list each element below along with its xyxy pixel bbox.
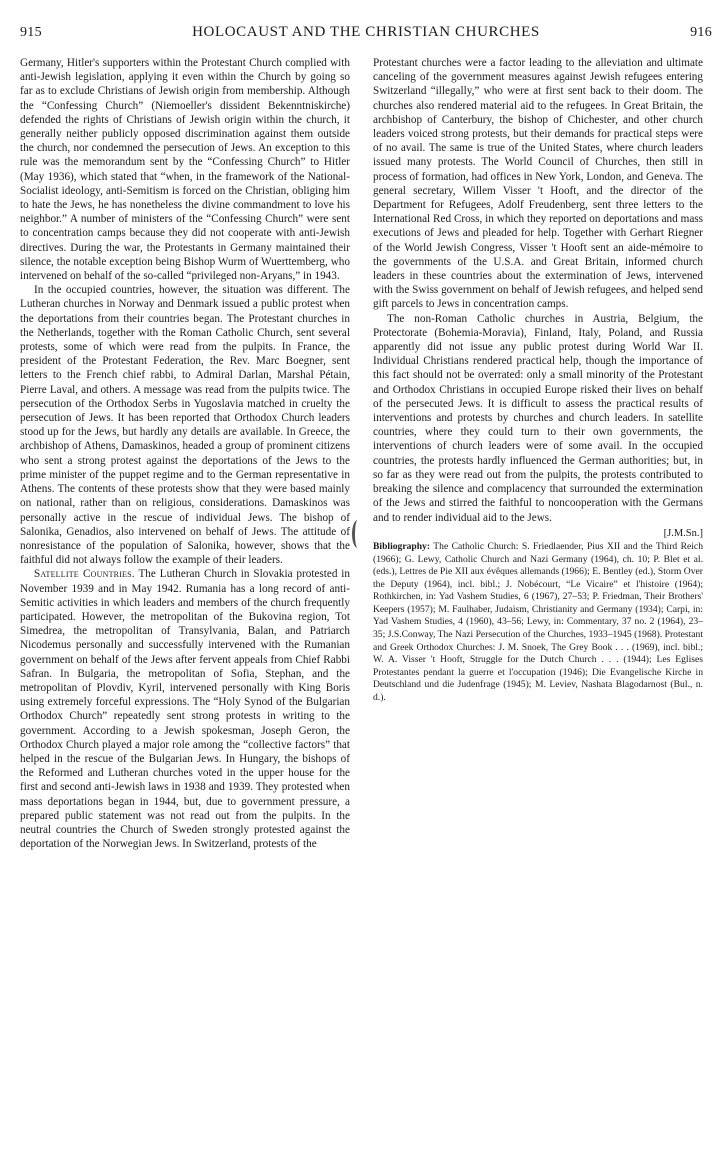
- running-header: [20, 24, 712, 46]
- bibliography: [373, 541, 703, 705]
- bibliography-text: The Catholic Church: S. Friedlaender, Pius XII and the Third Reich (1966); G. Lewy, Catholic Church and Nazi Germany (1964), ch. 10; P. Blet et al. (eds.), Lettres de Pie XII aux évêques allemands (1966); E. Bentley (ed.), Storm Over the Deputy (1964), incl. bibl.; J. Nobécourt, “Le Vicaire” et l'histoire (1964); Rothkirchen, in: Yad Vashem Studies, 6 (1967), 27–53; P. Friedman, Their Brothers' Keepers (1957); M. Faulhaber, Judaism, Christianity and Germany (1934); Carpi, in: Yad Vashem Studies, 4 (1960), 43–56; Lewy, in: Commentary, 37 no. 2 (1964), 23–35; J.S.Conway, The Nazi Persecution of the Churches, 1933–1945 (1968). Protestant and Greek Orthodox Churches: J. M. Snoek, The Grey Book . . . (1969), incl. bibl.; W. A. Visser 't Hooft, Struggle for the Dutch Church . . . (1944); Les Eglises Protestantes pendant la guerre et l'occupation (1946); Die Evangelische Kirche in Deutschland und die Judenfrage (1945); M. Leviev, Nashata Blagodarnost (Bul., n. d.).: [373, 540, 703, 704]
- author-signature: [J.M.Sn.]: [663, 527, 703, 539]
- paragraph-satellite-text: The Lutheran Church in Slovakia protested in November 1939 and in May 1942. Rumania has a long record of anti-Semitic activities in which leaders and members of the church frequently participated. However, the metropolitan of the Bukovina region, Tot Simedrea, the metropolitan of Transylvania, Balan, and Patriarch Nicodemus personally and successfully intervened with the Rumanian government on behalf of the Jews after fervent appeals from Chief Rabbi Safran. In Bulgaria, the metropolitan of Sofia, Stephan, and the metropolitan of Plovdiv, Kyril, intervened personally with King Boris using extremely forceful expressions. The “Holy Synod of the Bulgarian Orthodox Church” repeatedly sent strong protests in writing to the government. According to a Jewish spokesman, Joseph Geron, the Orthodox Church played a major role among the “collective factors” that helped in the rescue of the Bulgarian Jews. In Hungary, the bishops of the Reformed and Lutheran churches voted in the upper house for the first and second anti-Jewish laws in 1938 and 1939. They protested when mass deportations began in 1944, but, due to government pressure, a prepared public statement was not read out from the pulpits. In the neutral countries the Church of Sweden strongly protested against the deportation of the Norwegian Jews. In Switzerland, protests of the: [20, 568, 350, 851]
- page-number-left: 915: [20, 25, 42, 40]
- page-number-right: 916: [690, 25, 712, 40]
- paragraph-switzerland: Protestant churches were a factor leading to the alleviation and ultimate canceling of the government measures against Jewish refugees entering Switzerland “illegally,” who were at first sent back to their doom. The churches also rendered material aid to the refugees. In Great Britain, the archbishop of Canterbury, the bishop of Chichester, and other church leaders voiced strong protests, but their demands for practical steps were of no avail. The same is true of the United States, where church leaders issued many protests. The World Council of Churches, then still in process of formation, had offices in New York, London, and Geneva. The general secretary, Willem Visser 't Hooft, and the director of the Department for Refugees, Adolf Freudenberg, sent three letters to the International Red Cross, in which they reported on deportations and mass executions of Jews and pleaded for help. Together with Gerhart Riegner of the World Jewish Congress, Visser 't Hooft sent an aide-mémoire to the governments of the U.S.A. and Great Britain, informed church leaders in these countries about the extermination of Jews, intervened with the Swiss government on behalf of Jewish refugees, and helped send gift parcels to Jews in concentration camps.: [373, 57, 703, 311]
- paragraph-non-catholic: The non-Roman Catholic churches in Austria, Belgium, the Protectorate (Bohemia-Moravia), Finland, Italy, Poland, and Russia apparently did not issue any public protest during World War II. Individual Christians rendered practical help, though the importance of this fact should not be overrated: only a small minority of the Protestant and Orthodox Christians in occupied Europe risked their lives on behalf of the persecuted Jews. It is difficult to assess the practical results of interventions and protests by churches and church leaders. In satellite countries, where they could turn to their own governments, the interventions of church leaders were of some avail. In the occupied countries, the protests hardly influenced the German authorities; but, in so far as they were read out from the pulpits, the protests contributed to breaking the silence and complacency that surrounded the extermination of the Jews and stirred the faithful to noncooperation with the Germans and to render individual aid to the Jews.: [373, 312, 703, 524]
- paragraph-satellite-countries: [20, 567, 350, 851]
- paragraph-occupied-countries: In the occupied countries, however, the situation was different. The Lutheran churches in Norway and Denmark issued a public protest when the deportations from their countries began. The Protestant churches in the Netherlands, together with the Roman Catholic Church, sent several protests, some of which were read from the pulpits. In France, the president of the Protestant Federation, the Rev. Marc Boegner, sent letters to the French chief rabbi, to Admiral Darlan, Marshal Pétain, Pierre Laval, and others. A message was read from the pulpits twice. The persecution of the Orthodox Serbs in Yugoslavia matched in cruelty the persecution of Jews. It has been reported that Orthodox Church leaders stood up for the Jews, but hardly any details are available. In Greece, the archbishop of Athens, Damaskinos, headed a group of prominent citizens who sent a strong protest against the deportations of the Jews to the prime minister of the puppet regime and to the German representative in Athens. The contents of these protests show that they were based mainly on national, rather than on religious, considerations. Damaskinos was personally active in the rescue of individual Jews. The bishop of Salonika, Genadios, also intervened on behalf of Jews. The attitude of nonresistance of the population of Salonika, however, shows that the faithful did not always follow the example of their leaders.: [20, 284, 350, 567]
- scan-smudge: [352, 520, 363, 548]
- section-heading-satellite: Satellite Countries.: [34, 568, 135, 581]
- page-title: HOLOCAUST AND THE CHRISTIAN CHURCHES: [192, 24, 540, 40]
- paragraph-germany: Germany, Hitler's supporters within the Protestant Church complied with anti-Jewish legislation, applying it even within the Church by going so far as to exclude Christians of Jewish origin from membership. Although the “Confessing Church” (Niemoeller's dissident Bekenntniskirche) defended the rights of Christians of Jewish origin within the church, it generally neither publicly opposed discrimination against them outside the church, nor condemned the persecution of Jews. An exception to this rule was the memorandum sent by the “Confessing Church” to Hitler (May 1936), which stated that “when, in the framework of the National-Socialist ideology, anti-Semitism is forced on the Christian, obliging him to hate the Jews, he has nonetheless the divine commandment to love his neighbor.” A number of ministers of the “Confessing Church” were sent to concentration camps because they did not cooperate with anti-Jewish directives. During the war, the Protestants in Germany maintained their silence, the notable exception being Bishop Wurm of Wuerttemberg, who intervened on behalf of the so-called “privileged non-Aryans,” in 1943.: [20, 57, 350, 283]
- right-column: [373, 56, 703, 705]
- bibliography-heading: Bibliography:: [373, 540, 431, 552]
- left-column: [20, 56, 350, 851]
